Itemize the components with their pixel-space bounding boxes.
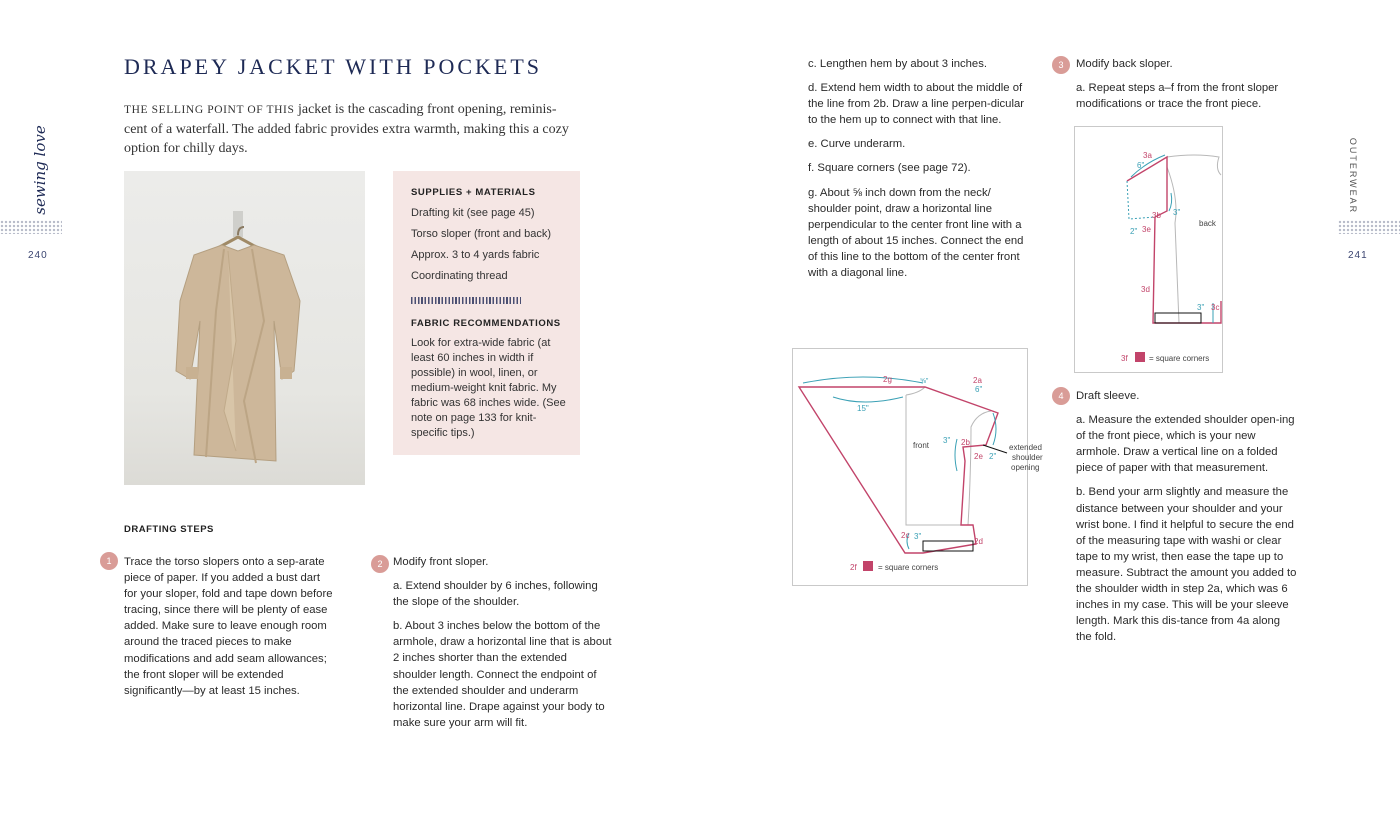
jacket-illustration: [124, 171, 365, 485]
fabric-heading: FABRIC RECOMMENDATIONS: [411, 318, 561, 329]
side-tab-label: sewing love: [31, 125, 49, 215]
label-2b: 2b: [961, 438, 970, 447]
label-3d: 3d: [1141, 285, 1150, 294]
label-2a: 2a: [973, 376, 982, 385]
label-2c: 2c: [901, 531, 910, 540]
front-sloper-diagram: [792, 348, 1043, 586]
step-number-badge: 4: [1052, 387, 1070, 405]
step-4b: b. Bend your arm slightly and measure the distance between your shoulder and your wrist bone. I find it helpful to secure the end of the measuring tape with washi or clear tape to my wrist, then ease the tape up to measure. Subtract the amount you added to the shoulder width in step 2a, which was 6 inches in my case. This will be your sleeve length. Mark this dis-tance from 4a along the fold.: [1076, 486, 1297, 644]
step-4-block: [1076, 388, 1298, 653]
supplies-box: [393, 171, 580, 455]
page-title: DRAPEY JACKET WITH POCKETS: [124, 54, 543, 79]
label-2in: 2": [1130, 227, 1138, 236]
label-3in-hem: 3": [914, 532, 922, 541]
legend-text: = square corners: [878, 563, 939, 572]
step-2e: e. Curve underarm.: [808, 138, 906, 151]
step-4-title: Draft sleeve.: [1076, 390, 1140, 402]
step-2g: g. About ⅝ inch down from the neck/ shoulder point, draw a horizontal line perpendicular to the center front line with a length of about 15 inches. Connect the end of this line to the bottom of the center front with a diagonal line.: [808, 186, 1024, 280]
step-2d: d. Extend hem width to about the middle of the line from 2b. Draw a line perpen-dicular to the hem up to connect with that line.: [808, 82, 1025, 127]
label-2e: 2e: [974, 452, 983, 461]
divider-ticks: [411, 297, 521, 304]
supply-item: Coordinating thread: [411, 270, 508, 282]
fabric-text: Look for extra-wide fabric (at least 60 inches in width if possible) in wool, linen, or medium-weight knit fabric. My fabric was 68 inches wide. (See note on page 133 for knit-specific tips.): [411, 337, 566, 439]
step-2c: c. Lengthen hem by about 3 inches.: [808, 58, 987, 70]
back-sloper-drawing: [1075, 127, 1222, 372]
label-3in-hem: 3": [1197, 303, 1205, 312]
square-corner-swatch: [863, 561, 873, 571]
legend-text: = square corners: [1149, 354, 1210, 363]
supply-item: Approx. 3 to 4 yards fabric: [411, 249, 540, 261]
label-extended: extended: [1009, 443, 1042, 452]
square-corner-swatch: [1135, 352, 1145, 362]
step-1-text: Trace the torso slopers onto a sep-arate piece of paper. If you added a bust dart for your sloper, fold and tape down before tracing, since there will be plenty of ease added. Make sure to leave enough room around the traced pieces to make modifications and add seam allowances; the front sloper will be extended significantly—by at least 15 inches.: [124, 556, 333, 697]
label-2in: 2": [989, 452, 997, 461]
side-tab-dots: [0, 220, 62, 234]
page-number: 241: [1348, 250, 1368, 261]
supplies-heading: SUPPLIES + MATERIALS: [411, 187, 536, 198]
label-15in: 15": [857, 404, 869, 413]
step-2b: b. About 3 inches below the bottom of the armhole, draw a horizontal line that is about 2 inches shorter than the extended shoulder length. Connect the endpoint of the extended shoulder and underarm horizontal line. Drape against your body to make sure your arm will fit.: [393, 620, 612, 729]
intro-text: jacket is the cascading front opening, reminis-cent of a waterfall. The added fabric provides extra warmth, making this a cozy option for chilly days.: [124, 102, 569, 156]
label-3b: 3b: [1152, 211, 1161, 220]
label-3in: 3": [943, 436, 951, 445]
label-3e: 3e: [1142, 225, 1151, 234]
step-2-continued: [808, 56, 1028, 289]
label-opening: opening: [1011, 463, 1040, 472]
step-number-badge: 1: [100, 552, 118, 570]
step-2f: f. Square corners (see page 72).: [808, 162, 971, 175]
step-4a: a. Measure the extended shoulder open-ing of the front piece, which is your new armhole. Draw a vertical line on a folded piece of paper with that measurement.: [1076, 414, 1295, 475]
side-tab-dots: [1338, 220, 1400, 234]
back-sloper-diagram: [1074, 126, 1223, 373]
jacket-photo: [124, 171, 365, 485]
step-number-badge: 2: [371, 555, 389, 573]
label-fraction: ⅝": [920, 378, 929, 385]
supply-item: Drafting kit (see page 45): [411, 207, 535, 219]
drafting-heading: DRAFTING STEPS: [124, 524, 214, 535]
side-tab-label: OUTERWEAR: [1348, 137, 1358, 215]
label-front: front: [913, 441, 930, 450]
supply-item: Torso sloper (front and back): [411, 228, 552, 240]
label-3a: 3a: [1143, 151, 1152, 160]
label-back: back: [1199, 219, 1216, 228]
intro-lead: THE SELLING POINT OF THIS: [124, 104, 295, 116]
step-2-title: Modify front sloper.: [393, 556, 489, 568]
step-3a: a. Repeat steps a–f from the front sloper modifications or trace the front piece.: [1076, 82, 1279, 111]
step-3-block: [1076, 56, 1296, 120]
step-2-block: [393, 554, 613, 739]
label-6in: 6": [975, 385, 983, 394]
label-2g: 2g: [883, 375, 892, 384]
label-2f: 2f: [850, 563, 857, 572]
label-3in: 3": [1173, 208, 1181, 217]
step-number-badge: 3: [1052, 56, 1070, 74]
label-3c: 3c: [1211, 303, 1220, 312]
front-sloper-drawing: [793, 349, 1043, 585]
step-2a: a. Extend shoulder by 6 inches, following the slope of the shoulder.: [393, 580, 598, 609]
label-shoulder: shoulder: [1012, 453, 1043, 462]
label-6in: 6": [1137, 161, 1145, 170]
intro-paragraph: [124, 100, 574, 158]
label-2d: 2d: [974, 537, 983, 546]
page-number: 240: [28, 250, 48, 261]
step-3-title: Modify back sloper.: [1076, 58, 1173, 70]
label-3f: 3f: [1121, 354, 1128, 363]
